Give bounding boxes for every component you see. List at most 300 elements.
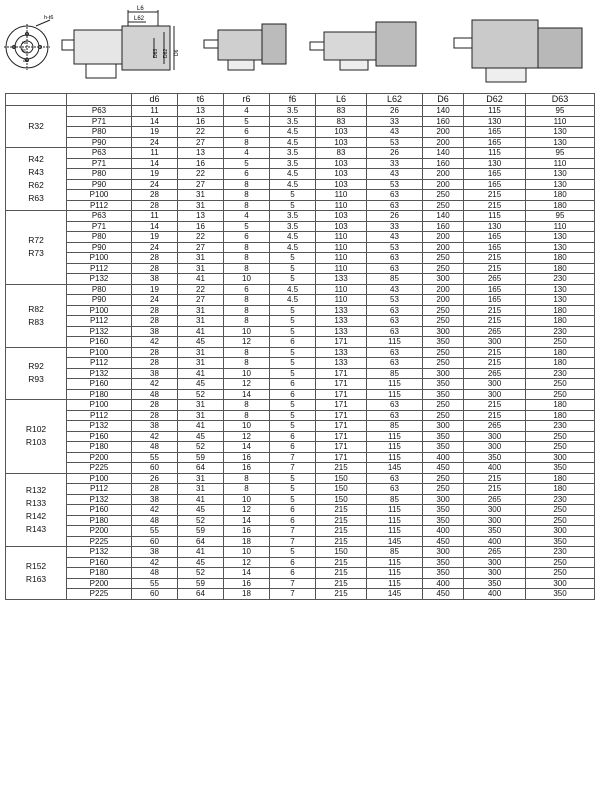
table-row [6,190,595,201]
table-cell: 300 [423,421,464,432]
table-cell: 265 [464,547,526,558]
table-cell: 265 [464,421,526,432]
motor-size-cell: P132 [67,326,132,337]
table-cell: 145 [367,463,423,474]
motor-size-cell: P112 [67,263,132,274]
table-cell: 31 [178,305,224,316]
table-cell: 110 [526,116,595,127]
table-cell: 41 [178,547,224,558]
motor-size-cell: P112 [67,410,132,421]
table-cell: 22 [178,232,224,243]
table-cell: 215 [316,589,367,600]
table-row [6,431,595,442]
table-cell: 55 [132,578,178,589]
table-cell: 11 [132,106,178,117]
table-cell: 16 [178,158,224,169]
table-cell: 200 [423,295,464,306]
table-cell: 33 [367,116,423,127]
table-cell: 350 [423,568,464,579]
table-cell: 45 [178,505,224,516]
table-cell: 53 [367,295,423,306]
table-cell: 16 [224,578,270,589]
table-cell: 200 [423,232,464,243]
table-row [6,421,595,432]
table-cell: 350 [526,463,595,474]
table-cell: 115 [367,379,423,390]
table-cell: 43 [367,284,423,295]
table-row [6,410,595,421]
table-cell: 6 [270,557,316,568]
table-cell: 300 [464,442,526,453]
table-cell: 103 [316,221,367,232]
table-cell: 42 [132,505,178,516]
model-label: R152 [25,560,47,571]
table-cell: 3.5 [270,148,316,159]
table-cell: 133 [316,326,367,337]
table-cell: 38 [132,274,178,285]
table-cell: 31 [178,263,224,274]
table-row [6,137,595,148]
table-cell: 63 [367,305,423,316]
table-cell: 14 [132,221,178,232]
table-cell: 400 [464,536,526,547]
table-cell: 10 [224,326,270,337]
table-row [6,232,595,243]
table-cell: 5 [270,484,316,495]
table-cell: 16 [178,221,224,232]
table-cell: 250 [526,442,595,453]
model-label: R93 [28,374,44,385]
table-cell: 63 [367,253,423,264]
table-cell: 230 [526,326,595,337]
table-cell: 265 [464,494,526,505]
table-cell: 5 [270,253,316,264]
motor-size-cell: P200 [67,526,132,537]
table-cell: 8 [224,190,270,201]
table-cell: 63 [367,484,423,495]
dimension-table [5,93,595,600]
table-cell: 200 [423,179,464,190]
table-cell: 171 [316,400,367,411]
gear-unit-sketch-3 [310,22,416,70]
table-cell: 5 [270,358,316,369]
table-cell: 230 [526,547,595,558]
table-cell: 7 [270,526,316,537]
table-cell: 38 [132,326,178,337]
table-cell: 6 [270,379,316,390]
table-row [6,284,595,295]
table-cell: 12 [224,505,270,516]
table-cell: 200 [423,284,464,295]
header-l6: L6 [316,94,367,106]
table-row [6,211,595,222]
table-cell: 31 [178,410,224,421]
table-cell: 63 [367,358,423,369]
table-cell: 8 [224,484,270,495]
table-cell: 300 [423,368,464,379]
table-cell: 130 [526,127,595,138]
model-label: R32 [28,121,44,131]
table-cell: 8 [224,253,270,264]
table-row [6,505,595,516]
header-motor [67,94,132,106]
table-cell: 115 [464,211,526,222]
table-cell: 250 [423,484,464,495]
motor-size-cell: P160 [67,431,132,442]
header-t6: t6 [178,94,224,106]
table-cell: 8 [224,179,270,190]
table-cell: 63 [367,190,423,201]
table-cell: 250 [423,347,464,358]
table-cell: 350 [423,515,464,526]
table-cell: 63 [367,200,423,211]
table-cell: 28 [132,358,178,369]
table-cell: 60 [132,463,178,474]
table-cell: 130 [526,137,595,148]
table-cell: 5 [270,547,316,558]
table-cell: 22 [178,169,224,180]
table-cell: 45 [178,337,224,348]
motor-size-cell: P225 [67,463,132,474]
table-cell: 171 [316,442,367,453]
gear-unit-sketch-2 [204,24,286,70]
table-cell: 130 [464,116,526,127]
table-cell: 250 [423,263,464,274]
table-cell: 3.5 [270,221,316,232]
drawing-label-l6: L6 [137,6,144,12]
motor-size-cell: P80 [67,284,132,295]
table-cell: 300 [526,578,595,589]
model-label: R63 [28,193,44,203]
motor-size-cell: P80 [67,127,132,138]
motor-size-cell: P100 [67,473,132,484]
table-cell: 33 [367,158,423,169]
table-cell: 85 [367,368,423,379]
table-row [6,337,595,348]
gear-unit-sketch-4 [454,20,582,82]
table-cell: 171 [316,389,367,400]
table-cell: 12 [224,431,270,442]
table-cell: 4.5 [270,284,316,295]
table-cell: 160 [423,221,464,232]
table-cell: 215 [464,347,526,358]
table-cell: 41 [178,274,224,285]
table-cell: 110 [316,295,367,306]
table-cell: 13 [178,211,224,222]
table-cell: 3.5 [270,211,316,222]
table-cell: 31 [178,200,224,211]
table-cell: 115 [464,106,526,117]
table-cell: 16 [224,526,270,537]
motor-size-cell: P160 [67,337,132,348]
table-cell: 215 [316,505,367,516]
table-cell: 59 [178,452,224,463]
table-cell: 350 [423,431,464,442]
table-cell: 43 [367,232,423,243]
motor-size-cell: P80 [67,169,132,180]
table-cell: 171 [316,410,367,421]
table-cell: 45 [178,557,224,568]
motor-size-cell: P90 [67,137,132,148]
table-cell: 8 [224,200,270,211]
table-cell: 60 [132,536,178,547]
table-row [6,442,595,453]
model-label: R62 [28,180,44,190]
table-row [6,526,595,537]
drawing-label-r6: r6 [22,40,27,45]
table-cell: 115 [367,442,423,453]
motor-size-cell: P112 [67,200,132,211]
table-cell: 400 [423,452,464,463]
table-cell: 19 [132,284,178,295]
motor-size-cell: P112 [67,316,132,327]
table-cell: 10 [224,274,270,285]
motor-size-cell: P100 [67,190,132,201]
table-row [6,253,595,264]
table-cell: 31 [178,347,224,358]
table-cell: 5 [270,473,316,484]
motor-size-cell: P132 [67,368,132,379]
table-cell: 28 [132,400,178,411]
table-cell: 115 [367,389,423,400]
motor-size-cell: P90 [67,242,132,253]
table-cell: 6 [224,284,270,295]
table-cell: 16 [224,463,270,474]
table-cell: 171 [316,452,367,463]
table-cell: 150 [316,547,367,558]
drawing-label-f6: f6 [22,48,26,53]
table-cell: 4.5 [270,137,316,148]
table-cell: 6 [224,127,270,138]
table-cell: 215 [464,305,526,316]
table-cell: 350 [526,536,595,547]
table-cell: 130 [526,232,595,243]
table-cell: 171 [316,368,367,379]
table-row [6,169,595,180]
table-cell: 14 [132,158,178,169]
table-cell: 250 [423,410,464,421]
table-cell: 103 [316,127,367,138]
table-cell: 171 [316,337,367,348]
table-cell: 42 [132,557,178,568]
table-cell: 350 [423,337,464,348]
table-cell: 200 [423,137,464,148]
table-row [6,316,595,327]
table-cell: 26 [367,148,423,159]
table-cell: 19 [132,169,178,180]
table-cell: 8 [224,400,270,411]
table-cell: 5 [270,410,316,421]
table-cell: 24 [132,295,178,306]
table-cell: 180 [526,316,595,327]
table-cell: 230 [526,421,595,432]
table-cell: 350 [423,557,464,568]
table-cell: 8 [224,358,270,369]
model-cell [6,148,67,211]
table-row [6,589,595,600]
table-cell: 22 [178,284,224,295]
table-row [6,116,595,127]
table-cell: 165 [464,284,526,295]
drawing-label-h-t6: h-t6 [44,15,54,21]
table-cell: 5 [270,368,316,379]
header-d63: D63 [526,94,595,106]
table-cell: 400 [423,578,464,589]
table-cell: 300 [464,379,526,390]
table-cell: 8 [224,473,270,484]
table-cell: 4 [224,106,270,117]
table-cell: 6 [270,515,316,526]
table-cell: 300 [423,494,464,505]
table-cell: 215 [464,316,526,327]
table-cell: 27 [178,137,224,148]
table-cell: 24 [132,137,178,148]
table-cell: 31 [178,358,224,369]
table-row [6,547,595,558]
side-view-dimensioned [62,10,174,78]
table-cell: 19 [132,127,178,138]
table-header-row [6,94,595,106]
table-cell: 5 [270,400,316,411]
motor-size-cell: P160 [67,505,132,516]
table-cell: 250 [423,190,464,201]
table-cell: 200 [423,127,464,138]
drawing-label-d62: D62 [163,48,169,58]
table-cell: 10 [224,421,270,432]
table-cell: 38 [132,547,178,558]
motor-size-cell: P112 [67,484,132,495]
table-cell: 110 [316,242,367,253]
table-cell: 4 [224,148,270,159]
table-cell: 59 [178,578,224,589]
table-cell: 350 [464,526,526,537]
table-cell: 250 [423,358,464,369]
table-cell: 130 [526,284,595,295]
table-cell: 400 [464,589,526,600]
table-cell: 180 [526,253,595,264]
table-cell: 200 [423,169,464,180]
table-cell: 33 [367,221,423,232]
table-row [6,148,595,159]
table-cell: 26 [367,106,423,117]
table-cell: 215 [316,568,367,579]
table-cell: 133 [316,305,367,316]
table-row [6,400,595,411]
table-cell: 5 [224,116,270,127]
table-cell: 250 [423,316,464,327]
motor-size-cell: P200 [67,578,132,589]
table-cell: 18 [224,536,270,547]
table-row [6,347,595,358]
table-cell: 215 [464,253,526,264]
table-cell: 10 [224,547,270,558]
table-cell: 103 [316,179,367,190]
motor-size-cell: P63 [67,106,132,117]
table-cell: 5 [270,347,316,358]
table-cell: 4.5 [270,242,316,253]
table-cell: 103 [316,137,367,148]
motor-size-cell: P132 [67,421,132,432]
table-cell: 215 [464,400,526,411]
header-f6: f6 [270,94,316,106]
table-cell: 4.5 [270,127,316,138]
table-cell: 24 [132,179,178,190]
model-cell [6,106,67,148]
table-cell: 31 [178,316,224,327]
table-row [6,463,595,474]
table-cell: 7 [270,463,316,474]
table-cell: 350 [423,379,464,390]
motor-size-cell: P63 [67,211,132,222]
table-row [6,179,595,190]
table-cell: 4 [224,211,270,222]
table-cell: 350 [526,589,595,600]
table-cell: 250 [423,305,464,316]
table-cell: 103 [316,169,367,180]
table-cell: 5 [270,316,316,327]
table-cell: 180 [526,190,595,201]
table-cell: 110 [316,263,367,274]
model-cell [6,547,67,600]
table-row [6,158,595,169]
table-cell: 300 [423,326,464,337]
table-cell: 250 [526,389,595,400]
table-cell: 300 [464,389,526,400]
motor-size-cell: P100 [67,253,132,264]
table-cell: 6 [270,337,316,348]
table-cell: 26 [367,211,423,222]
table-cell: 165 [464,232,526,243]
model-label: R73 [28,248,44,259]
table-cell: 31 [178,253,224,264]
table-cell: 28 [132,253,178,264]
motor-size-cell: P225 [67,589,132,600]
motor-size-cell: P160 [67,557,132,568]
table-cell: 83 [316,106,367,117]
table-cell: 230 [526,494,595,505]
table-cell: 6 [270,568,316,579]
header-l62: L62 [367,94,423,106]
table-cell: 41 [178,326,224,337]
model-label: R102 [25,424,47,435]
table-cell: 14 [132,116,178,127]
table-cell: 83 [316,116,367,127]
table-cell: 6 [270,442,316,453]
table-cell: 215 [316,526,367,537]
table-cell: 115 [367,578,423,589]
table-cell: 48 [132,568,178,579]
table-row [6,452,595,463]
model-cell [6,473,67,547]
table-cell: 13 [178,148,224,159]
motor-size-cell: P160 [67,379,132,390]
table-cell: 28 [132,190,178,201]
table-cell: 11 [132,148,178,159]
table-cell: 28 [132,410,178,421]
table-cell: 8 [224,295,270,306]
table-cell: 130 [526,169,595,180]
model-label: R163 [25,573,47,584]
table-cell: 450 [423,589,464,600]
table-cell: 59 [178,526,224,537]
model-cell [6,211,67,285]
model-cell [6,347,67,400]
table-cell: 350 [423,389,464,400]
table-cell: 31 [178,473,224,484]
table-cell: 41 [178,368,224,379]
table-cell: 5 [270,274,316,285]
table-cell: 8 [224,242,270,253]
